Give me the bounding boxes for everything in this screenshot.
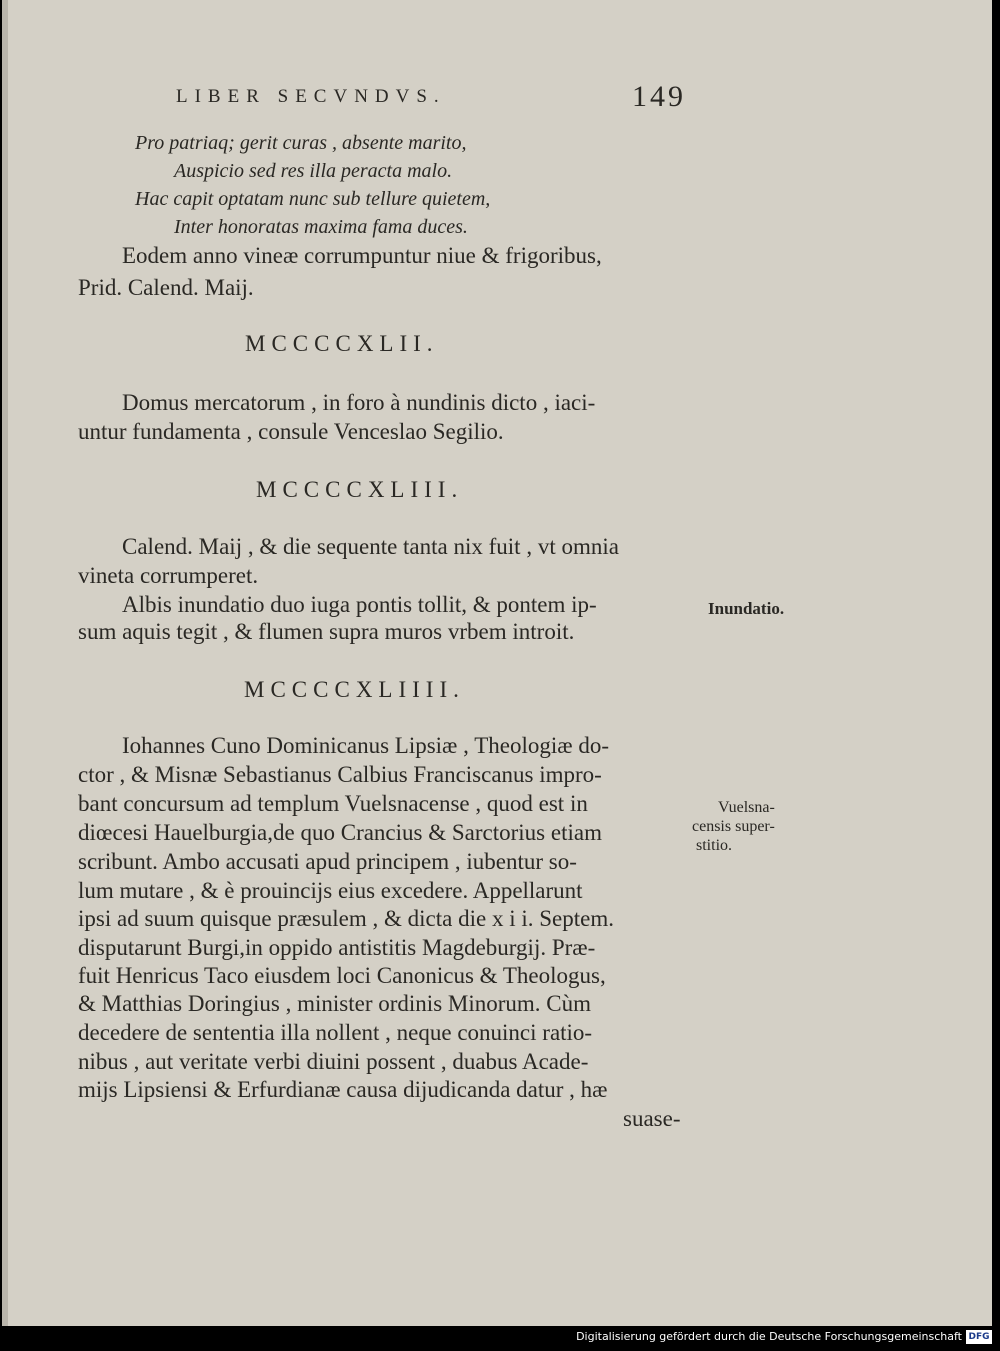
- text-line: untur fundamenta , consule Venceslao Segilio.: [78, 419, 504, 444]
- year-heading: MCCCCXLII.: [245, 331, 439, 356]
- text-line: vineta corrumperet.: [78, 563, 259, 588]
- marginal-note: Vuelsna-: [718, 799, 775, 816]
- text-line: Eodem anno vineæ corrumpuntur niue & frigoribus,: [122, 243, 602, 268]
- text-line: Domus mercatorum , in foro à nundinis dicto , iaci-: [122, 390, 596, 415]
- marginal-note: Inundatio.: [708, 599, 785, 618]
- text-line: diœcesi Hauelburgia,de quo Crancius & Sarctorius etiam: [78, 820, 602, 845]
- verse-line: Inter honoratas maxima fama duces.: [174, 216, 468, 238]
- marginal-note: stitio.: [696, 837, 733, 854]
- year-heading: MCCCCXLIIII.: [244, 677, 465, 702]
- dfg-logo: DFG: [966, 1330, 992, 1344]
- text-line: nibus , aut veritate verbi diuini possent , duabus Acade-: [78, 1049, 589, 1074]
- text-line: fuit Henricus Taco eiusdem loci Canonicus & Theologus,: [78, 963, 606, 988]
- marginal-note: censis super-: [692, 818, 775, 835]
- text-line: mijs Lipsiensi & Erfurdianæ causa dijudicanda datur , hæ: [78, 1077, 608, 1102]
- text-line: lum mutare , & è prouincijs eius excedere. Appellarunt: [78, 878, 583, 903]
- text-line: scribunt. Ambo accusati apud principem , iubentur so-: [78, 849, 577, 874]
- verse-line: Pro patriaq; gerit curas , absente marito,: [135, 132, 467, 154]
- verse-line: Auspicio sed res illa peracta malo.: [174, 160, 453, 182]
- book-page: [2, 0, 992, 1326]
- text-line: Prid. Calend. Maij.: [78, 275, 254, 300]
- text-line: ctor , & Misnæ Sebastianus Calbius Franciscanus impro-: [78, 762, 602, 787]
- page-spine-shadow: [2, 0, 8, 1326]
- verse-line: Hac capit optatam nunc sub tellure quietem,: [135, 188, 491, 210]
- text-line: & Matthias Doringius , minister ordinis Minorum. Cùm: [78, 991, 592, 1016]
- text-line: Albis inundatio duo iuga pontis tollit, & pontem ip-: [122, 592, 597, 617]
- text-line: ipsi ad suum quisque præsulem , & dicta die x i i. Septem.: [78, 906, 614, 931]
- text-line: bant concursum ad templum Vuelsnacense , quod est in: [78, 791, 588, 816]
- text-line: disputarunt Burgi,in oppido antistitis Magdeburgij. Præ-: [78, 935, 596, 960]
- text-line: sum aquis tegit , & flumen supra muros vrbem introit.: [78, 619, 575, 644]
- catchword: suase-: [623, 1106, 681, 1131]
- funding-notice: Digitalisierung gefördert durch die Deutsche Forschungsgemeinschaft: [576, 1330, 962, 1343]
- year-heading: MCCCCXLIII.: [256, 477, 464, 502]
- page-number: 149: [632, 80, 686, 113]
- footer-bar: [0, 1326, 1000, 1351]
- text-line: Iohannes Cuno Dominicanus Lipsiæ , Theologiæ do-: [122, 733, 610, 758]
- text-line: Calend. Maij , & die sequente tanta nix fuit , vt omnia: [122, 534, 619, 559]
- running-head: LIBER SECVNDVS.: [176, 86, 446, 107]
- text-line: decedere de sententia illa nollent , neque conuinci ratio-: [78, 1020, 593, 1045]
